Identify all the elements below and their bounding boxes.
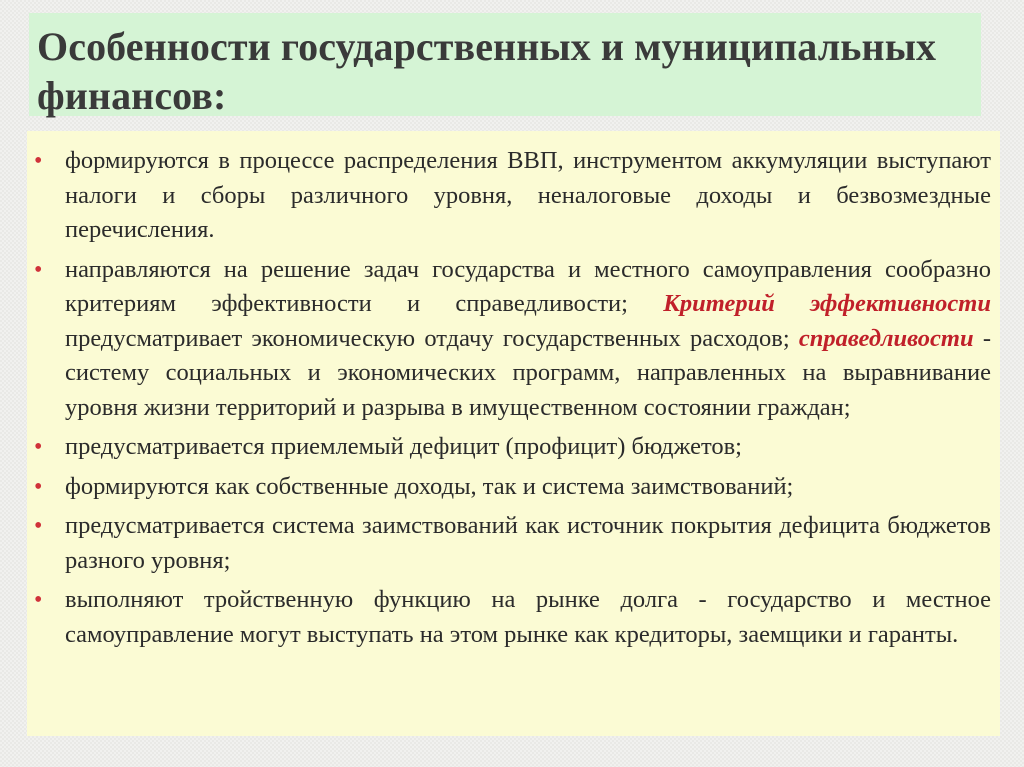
bullet-dot-icon: • <box>34 587 43 613</box>
bullet-item-3 <box>34 430 991 465</box>
slide-title: Особенности государственных и муниципальных финансов: <box>37 24 937 118</box>
bullet-text-3: предусматривается приемлемый дефицит (профицит) бюджетов; <box>65 433 742 460</box>
bullet-dot-icon: • <box>34 434 43 460</box>
emphasis-efficiency-criterion: Критерий эффективности <box>663 290 991 317</box>
bullet-item-1 <box>34 144 991 248</box>
bullet-item-5 <box>34 509 991 578</box>
title-box <box>29 13 981 116</box>
bullet-item-2 <box>34 253 991 426</box>
bullet-list <box>34 144 991 652</box>
bullet-dot-icon: • <box>34 473 43 500</box>
bullet-text-2-part2: предусматривает экономическую отдачу государственных расходов; <box>65 324 790 352</box>
bullet-item-6 <box>34 583 991 652</box>
bullet-text-2-part3: - систему социальных и экономических программ, направленных на выравнивание уровня жизни территорий и разрыва в имущественном состоянии граждан; <box>65 324 992 421</box>
bullet-item-4 <box>34 470 991 505</box>
bullet-text-1: формируются в процессе распределения ВВП, инструментом аккумуляции выступают налоги и сборы различного уровня, неналоговые доходы и безвозмездные перечисления. <box>65 147 991 243</box>
emphasis-fairness: справедливости <box>798 324 974 352</box>
bullet-dot-icon: • <box>34 513 43 539</box>
bullet-text-2-part1: направляются на решение задач государства и местного самоуправления сообразно критериям эффективности и справедливости; <box>65 255 991 317</box>
bullet-text-4: формируются как собственные доходы, так и система заимствований; <box>65 472 794 500</box>
content-box <box>27 131 1000 736</box>
bullet-dot-icon: • <box>34 148 43 174</box>
bullet-text-6: выполняют тройственную функцию на рынке долга - государство и местное самоуправление могут выступать на этом рынке как кредиторы, заемщики и гаранты. <box>65 586 991 648</box>
bullet-dot-icon: • <box>34 256 43 283</box>
bullet-text-5: предусматривается система заимствований как источник покрытия дефицита бюджетов разного уровня; <box>65 512 991 574</box>
